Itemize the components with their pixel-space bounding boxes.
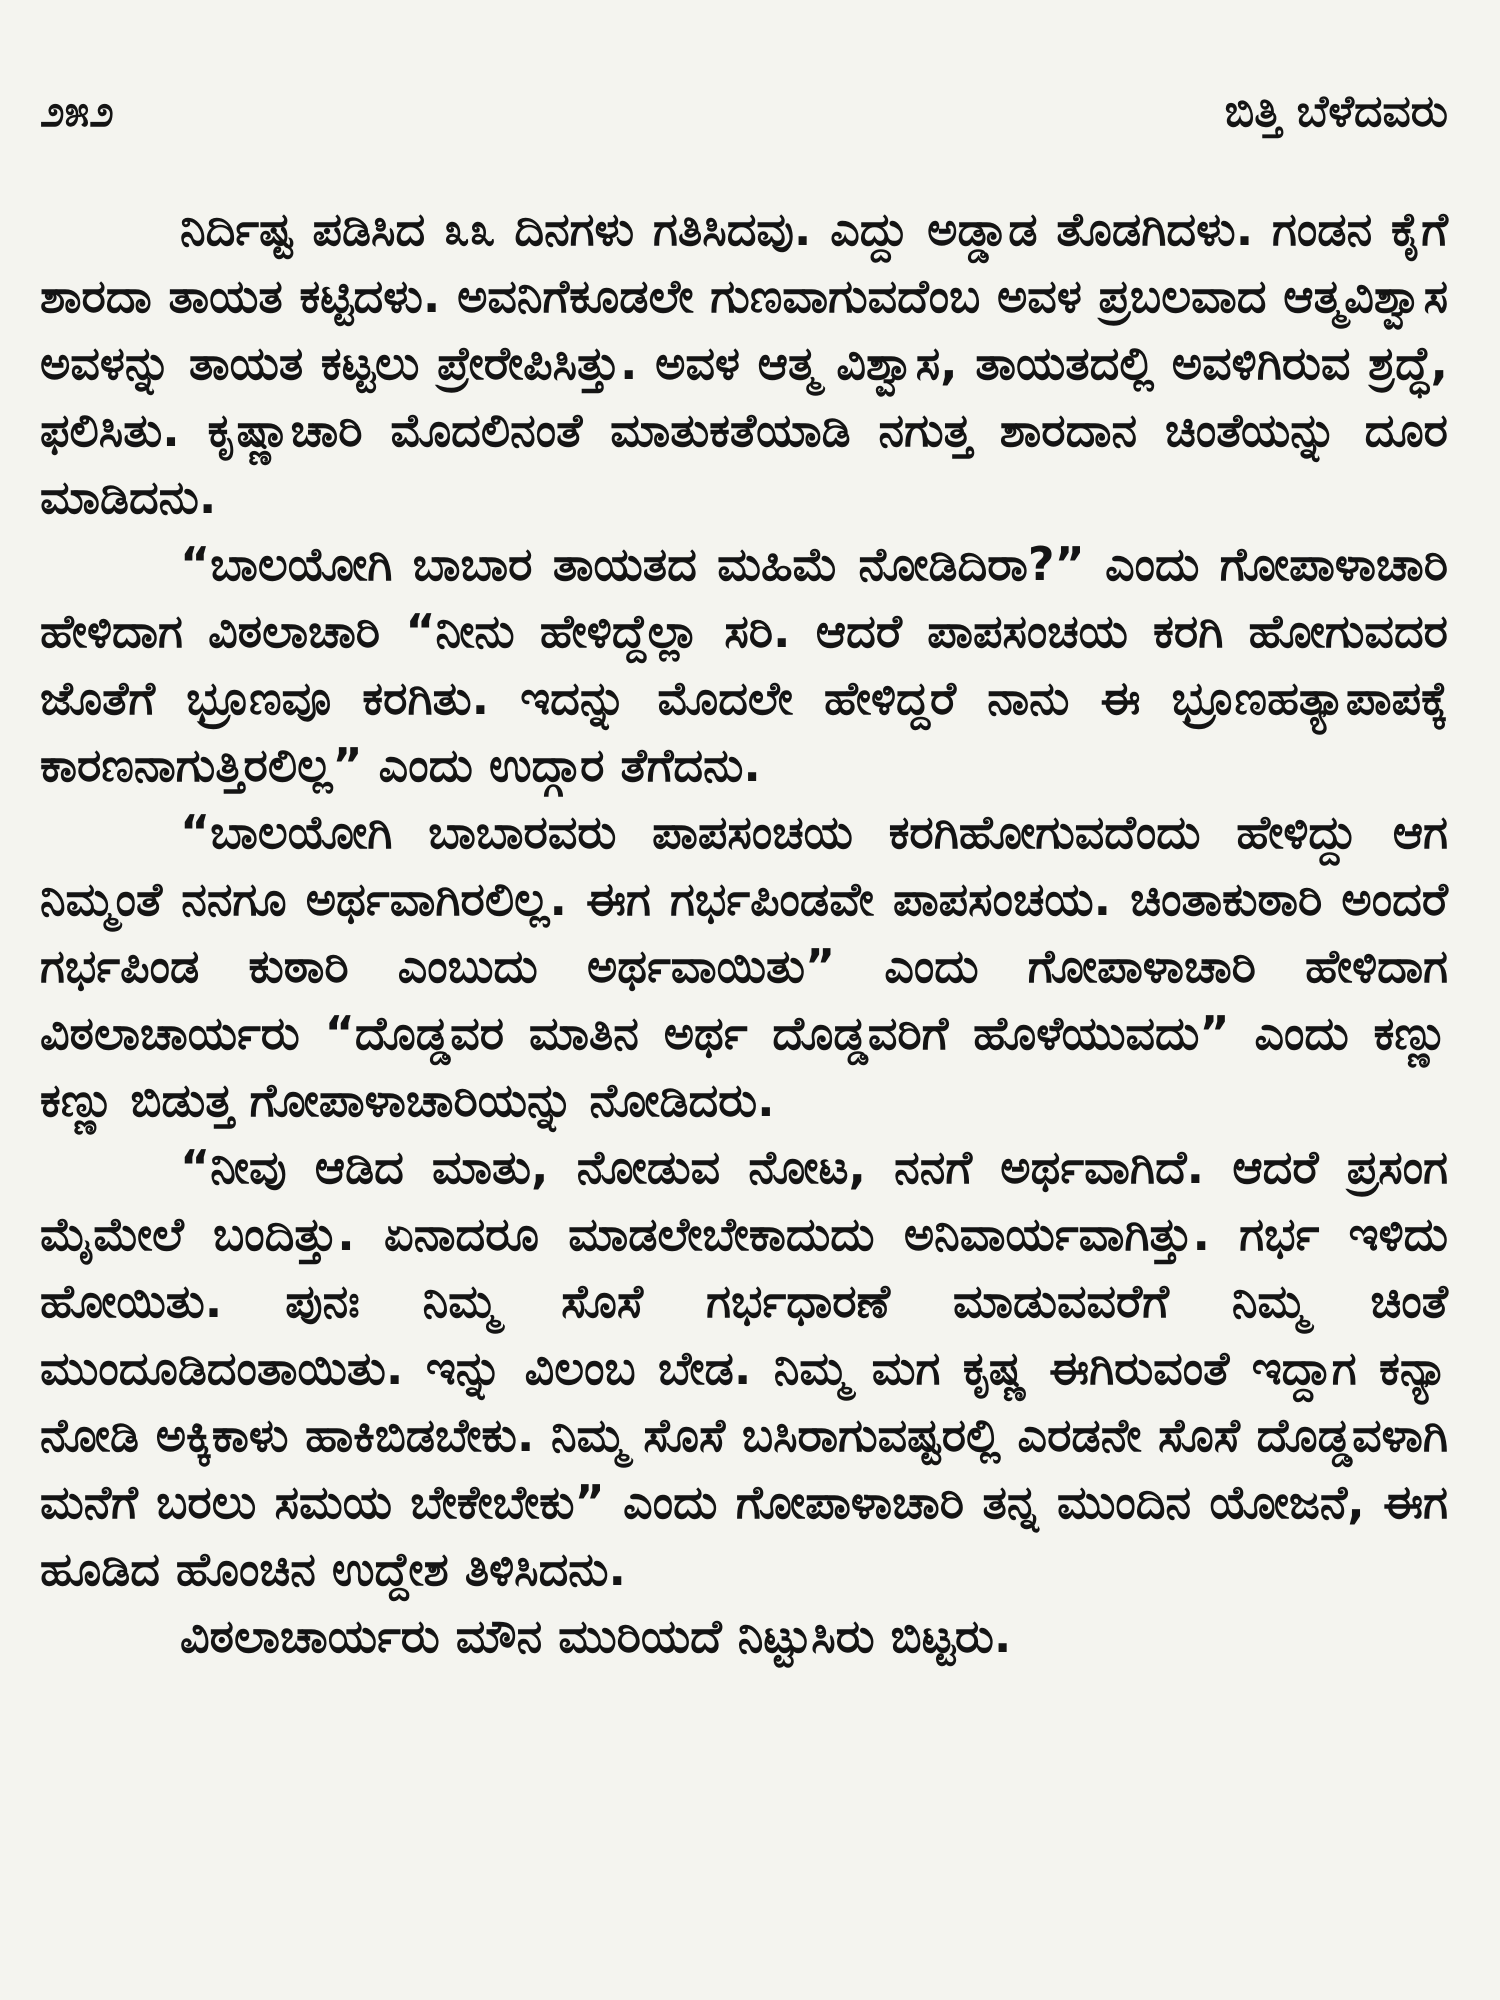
paragraph-4: “ನೀವು ಆಡಿದ ಮಾತು, ನೋಡುವ ನೋಟ, ನನಗೆ ಅರ್ಥವಾಗಿದೆ. ಆದರೆ ಪ್ರಸಂಗ ಮೈಮೇಲೆ ಬಂದಿತ್ತು. ಏನಾದರೂ ಮಾಡಲೇಬೇಕಾದುದು ಅನಿವಾರ್ಯವಾಗಿತ್ತು. ಗರ್ಭ ಇಳಿದು ಹೋಯಿತು. ಪುನಃ ನಿಮ್ಮ ಸೊಸೆ ಗರ್ಭಧಾರಣೆ ಮಾಡುವವರೆಗೆ ನಿಮ್ಮ ಚಿಂತೆ ಮುಂದೂಡಿದಂತಾಯಿತು. ಇನ್ನು ವಿಲಂಬ ಬೇಡ. ನಿಮ್ಮ ಮಗ ಕೃಷ್ಣ ಈಗಿರುವಂತೆ ಇದ್ದಾಗ ಕನ್ಯಾ ನೋಡಿ ಅಕ್ಕಿಕಾಳು ಹಾಕಿಬಿಡಬೇಕು. ನಿಮ್ಮ ಸೊಸೆ ಬಸಿರಾಗುವಷ್ಟರಲ್ಲಿ ಎರಡನೇ ಸೊಸೆ ದೊಡ್ಡವಳಾಗಿ ಮನೆಗೆ ಬರಲು ಸಮಯ ಬೇಕೇಬೇಕು” ಎಂದು ಗೋಪಾಳಾಚಾರಿ ತನ್ನ ಮುಂದಿನ ಯೋಜನೆ, ಈಗ ಹೂಡಿದ ಹೊಂಚಿನ ಉದ್ದೇಶ ತಿಳಿಸಿದನು. [40, 1140, 1448, 1596]
paragraph-2: “ಬಾಲಯೋಗಿ ಬಾಬಾರ ತಾಯತದ ಮಹಿಮೆ ನೋಡಿದಿರಾ?” ಎಂದು ಗೋಪಾಳಾಚಾರಿ ಹೇಳಿದಾಗ ವಿಠಲಾಚಾರಿ “ನೀನು ಹೇಳಿದ್ದೆಲ್ಲಾ ಸರಿ. ಆದರೆ ಪಾಪಸಂಚಯ ಕರಗಿ ಹೋಗುವದರ ಜೊತೆಗೆ ಭ್ರೂಣವೂ ಕರಗಿತು. ಇದನ್ನು ಮೊದಲೇ ಹೇಳಿದ್ದರೆ ನಾನು ಈ ಭ್ರೂಣಹತ್ಯಾಪಾಪಕ್ಕೆ ಕಾರಣನಾಗುತ್ತಿರಲಿಲ್ಲ” ಎಂದು ಉದ್ಗಾರ ತೆಗೆದನು. [40, 537, 1448, 792]
book-title: ಬಿತ್ತಿ ಬೆಳೆದವರು [1224, 86, 1448, 137]
paragraph-1: ನಿರ್ದಿಷ್ಟ ಪಡಿಸಿದ ೩೩ ದಿನಗಳು ಗತಿಸಿದವು. ಎದ್ದು ಅಡ್ಡಾಡ ತೊಡಗಿದಳು. ಗಂಡನ ಕೈಗೆ ಶಾರದಾ ತಾಯತ ಕಟ್ಟಿದಳು. ಅವನಿಗೆಕೂಡಲೇ ಗುಣವಾಗುವದೆಂಬ ಅವಳ ಪ್ರಬಲವಾದ ಆತ್ಮವಿಶ್ವಾಸ ಅವಳನ್ನು ತಾಯತ ಕಟ್ಟಲು ಪ್ರೇರೇಪಿಸಿತ್ತು. ಅವಳ ಆತ್ಮ ವಿಶ್ವಾಸ, ತಾಯತದಲ್ಲಿ ಅವಳಿಗಿರುವ ಶ್ರದ್ಧೆ, ಫಲಿಸಿತು. ಕೃಷ್ಣಾಚಾರಿ ಮೊದಲಿನಂತೆ ಮಾತುಕತೆಯಾಡಿ ನಗುತ್ತ ಶಾರದಾನ ಚಿಂತೆಯನ್ನು ದೂರ ಮಾಡಿದನು. [40, 202, 1448, 524]
paragraph-5: ವಿಠಲಾಚಾರ್ಯರು ಮೌನ ಮುರಿಯದೆ ನಿಟ್ಟುಸಿರು ಬಿಟ್ಟರು. [180, 1609, 1012, 1663]
page-number: ೨೫೨ [40, 86, 114, 137]
paragraph-3: “ಬಾಲಯೋಗಿ ಬಾಬಾರವರು ಪಾಪಸಂಚಯ ಕರಗಿಹೋಗುವದೆಂದು ಹೇಳಿದ್ದು ಆಗ ನಿಮ್ಮಂತೆ ನನಗೂ ಅರ್ಥವಾಗಿರಲಿಲ್ಲ. ಈಗ ಗರ್ಭಪಿಂಡವೇ ಪಾಪಸಂಚಯ. ಚಿಂತಾಕುಠಾರಿ ಅಂದರೆ ಗರ್ಭಪಿಂಡ ಕುಠಾರಿ ಎಂಬುದು ಅರ್ಥವಾಯಿತು” ಎಂದು ಗೋಪಾಳಾಚಾರಿ ಹೇಳಿದಾಗ ವಿಠಲಾಚಾರ್ಯರು “ದೊಡ್ಡವರ ಮಾತಿನ ಅರ್ಥ ದೊಡ್ಡವರಿಗೆ ಹೊಳೆಯುವದು” ಎಂದು ಕಣ್ಣು ಕಣ್ಣು ಬಿಡುತ್ತ ಗೋಪಾಳಾಚಾರಿಯನ್ನು ನೋಡಿದರು. [40, 805, 1448, 1127]
page-body [40, 196, 1448, 1670]
page-header [40, 82, 1448, 142]
